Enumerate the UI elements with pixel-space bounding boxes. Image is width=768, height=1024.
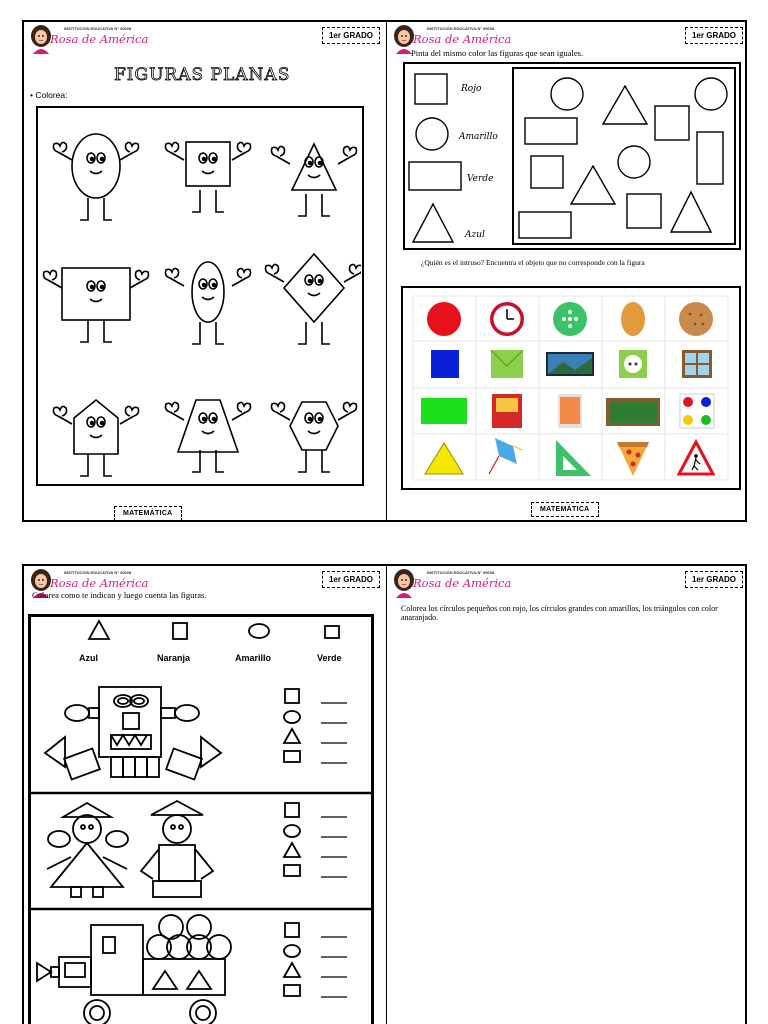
page-title: FIGURAS PLANAS [114, 65, 291, 85]
kids-count-column [284, 803, 347, 877]
subject-label: MATEMÁTICA [531, 502, 599, 517]
shape-rectangle [519, 212, 571, 238]
intruder-grid-drawing [403, 288, 738, 487]
institution-name: INSTITUCIÓN EDUCATIVA N° 30008 [64, 570, 132, 575]
button-icon [553, 302, 587, 336]
grade-label: 1er GRADO [322, 27, 380, 44]
page-pinta-figuras [387, 22, 747, 520]
set-square-icon [556, 440, 591, 476]
legend-rectangle [409, 162, 461, 190]
school-logo [391, 568, 521, 598]
robot-figure [45, 687, 221, 779]
key-label-azul: Azul [79, 653, 98, 663]
pizza-slice-icon [617, 442, 649, 476]
shape-triangle [603, 86, 647, 124]
square-character [166, 142, 251, 212]
institution-name: INSTITUCIÓN EDUCATIVA N° 30008 [64, 26, 132, 31]
institution-name: INSTITUCIÓN EDUCATIVA N° 30008 [427, 26, 495, 31]
grade-label: 1er GRADO [322, 571, 380, 588]
trapezoid-character [166, 400, 251, 472]
school-name: Rosa de América [50, 576, 149, 590]
oval-character [54, 134, 139, 220]
match-shapes-box [403, 62, 741, 250]
instruction-colorea: • Colorea: [30, 90, 68, 100]
instruction-pinta: Pinta del mismo color las figuras que sean iguales. [411, 48, 584, 58]
hexagon-character [272, 402, 357, 472]
page-colorea-circulos [387, 566, 747, 1024]
shape-circle [695, 78, 727, 110]
legend-square [415, 74, 447, 104]
robot-shapes-box [28, 614, 374, 1024]
window-icon [682, 350, 712, 378]
book-icon [492, 394, 522, 428]
board-game-icon [680, 394, 714, 428]
institution-name: INSTITUCIÓN EDUCATIVA N° 30008 [427, 570, 495, 575]
intruder-grid [401, 286, 741, 490]
grade-label: 1er GRADO [685, 571, 743, 588]
kite-icon [489, 438, 523, 474]
robot-shapes-drawing [31, 617, 371, 1024]
legend-circle [416, 118, 448, 150]
key-label-amarillo: Amarillo [235, 653, 272, 663]
instruction-colorea-cuenta: Colorea como te indican y luego cuenta las figuras. [32, 590, 207, 600]
tablet-icon [558, 394, 582, 428]
worksheet-top [22, 20, 747, 522]
match-shapes-drawing [405, 64, 738, 247]
outlet-icon [619, 350, 647, 378]
shape-rectangle [697, 132, 723, 184]
shape-square [655, 106, 689, 140]
envelope-icon [491, 350, 523, 378]
legend-label-amarillo: Amarillo [459, 132, 498, 142]
page-colorea-cuenta [24, 566, 386, 1024]
ellipse-character [166, 262, 251, 344]
shape-characters-drawing [38, 108, 361, 483]
key-circle-icon [249, 624, 269, 638]
television-icon [546, 352, 594, 376]
truck-count-column [284, 923, 347, 997]
robot-count-column [284, 689, 347, 763]
diamond-character [266, 254, 362, 344]
cookie-icon [679, 302, 713, 336]
shape-square [531, 156, 563, 188]
children-figures [47, 801, 213, 897]
page-figuras-planas [24, 22, 386, 520]
subject-label: MATEMÁTICA [114, 506, 182, 521]
school-name: Rosa de América [413, 32, 512, 46]
blue-square [431, 350, 459, 378]
pentagon-character [54, 400, 139, 476]
shape-circle [618, 146, 650, 178]
legend-label-verde: Verde [467, 174, 494, 184]
intruder-question: ¿Quién es el intruso? Encuentra el objeto que no corresponde con la figura [421, 258, 645, 267]
legend-label-rojo: Rojo [461, 84, 482, 94]
grade-label: 1er GRADO [685, 27, 743, 44]
clock-icon [490, 302, 524, 336]
truck-figure [37, 915, 231, 1024]
legend-triangle [413, 204, 453, 242]
warning-sign-icon [679, 442, 713, 474]
green-rectangle [421, 398, 467, 424]
rectangle-character [44, 268, 149, 342]
school-name: Rosa de América [413, 576, 512, 590]
yellow-triangle [425, 443, 463, 474]
shape-rectangle [525, 118, 577, 144]
key-triangle-icon [89, 621, 109, 639]
key-label-naranja: Naranja [157, 653, 191, 663]
shape-characters-box [36, 106, 364, 486]
instruction-circulos: Colorea los círculos pequeños con rojo, los círculos grandes con amarillos, los triángulos con color anaranjado. [401, 604, 718, 623]
shape-triangle [671, 192, 711, 232]
shape-circle [551, 78, 583, 110]
worksheet-bottom [22, 564, 747, 1024]
school-name: Rosa de América [50, 32, 149, 46]
triangle-character [272, 144, 357, 216]
chalkboard-icon [606, 398, 660, 426]
red-circle [427, 302, 461, 336]
key-square-icon [173, 623, 187, 639]
school-logo [28, 24, 158, 54]
key-label-verde: Verde [317, 653, 342, 663]
legend-label-azul: Azul [465, 230, 485, 240]
key-rectangle-icon [325, 626, 339, 638]
shape-square [627, 194, 661, 228]
shape-triangle [571, 166, 615, 204]
egg-icon [621, 302, 645, 336]
